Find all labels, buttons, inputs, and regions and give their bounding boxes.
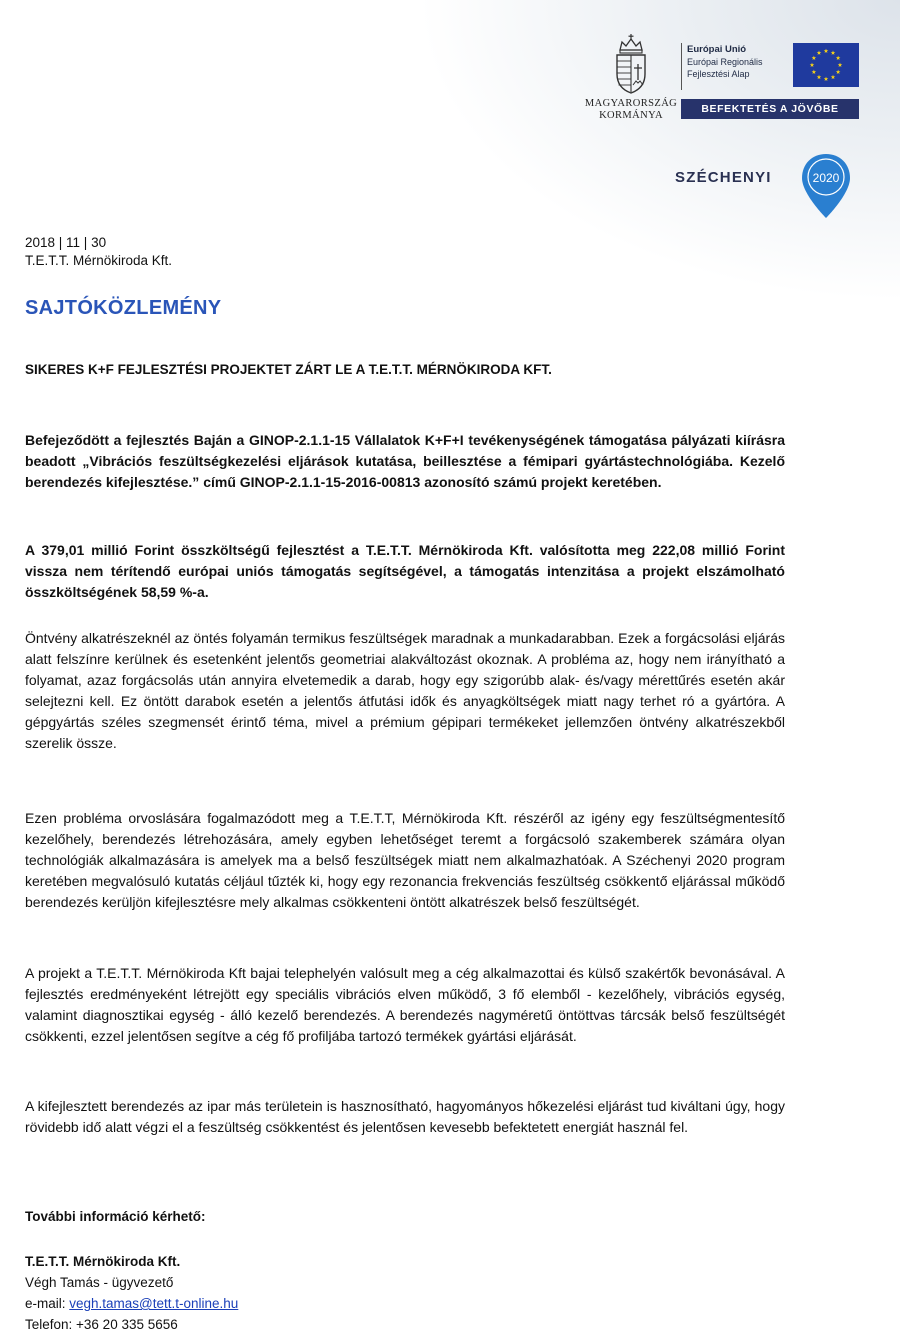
contact-phone: Telefon: +36 20 335 5656	[25, 1317, 178, 1332]
szechenyi-2020-logo	[675, 152, 865, 222]
eu-fund-label: Fejlesztési Alap	[687, 69, 750, 79]
szechenyi-year: 2020	[812, 171, 840, 185]
email-label: e-mail:	[25, 1296, 70, 1311]
eu-regional-label: Európai Regionális	[687, 57, 763, 67]
eu-fund-text	[681, 43, 786, 90]
location-pin-icon	[799, 152, 853, 220]
invest-future-banner: BEFEKTETÉS A JÖVŐBE	[681, 99, 859, 119]
coat-of-arms-icon	[611, 34, 651, 94]
more-info-heading: További információ kérhető:	[25, 1209, 206, 1224]
email-link[interactable]: vegh.tamas@tett.t-online.hu	[69, 1296, 239, 1311]
eu-flag-icon	[793, 43, 859, 87]
hungary-government-logo	[581, 34, 681, 122]
szechenyi-label: SZÉCHENYI	[675, 169, 772, 186]
paragraph-1: Befejeződött a fejlesztés Baján a GINOP-2.1.1-15 Vállalatok K+F+I tevékenységének támogatása pályázati kiírásra beadott „Vibrációs feszültségkezelési eljárások kutatása, beillesztése a fémipari gyártástechnológiába. Kezelő berendezés kifejlesztése.” című GINOP-2.1.1-15-2016-00813 azonosító számú projekt keretében.	[25, 432, 785, 490]
hungary-government-label	[581, 98, 681, 122]
eu-union-label: Európai Unió	[687, 44, 747, 55]
press-subheadline: SIKERES K+F FEJLESZTÉSI PROJEKTET ZÁRT LE A T.E.T.T. MÉRNÖKIRODA KFT.	[25, 362, 552, 377]
document-meta	[25, 234, 172, 270]
contact-block	[25, 1251, 238, 1335]
paragraph-2: A 379,01 millió Forint összköltségű fejlesztést a T.E.T.T. Mérnökiroda Kft. valósította meg 222,08 millió Forint vissza nem térítendő európai uniós támogatás segítségével, a támogatás intenzitása a projekt elszámolható összköltségének 58,59 %-a.	[25, 542, 785, 600]
eu-logo-block	[681, 43, 861, 123]
document-company: T.E.T.T. Mérnökiroda Kft.	[25, 253, 173, 268]
paragraph-6: A kifejlesztett berendezés az ipar más területein is hasznosítható, hagyományos hőkezelési eljárást tud kiváltani úgy, hogy rövidebb idő alatt végzi el a feszültség csökkentést és jelentősen kevesebb befektetett energiát használ fel.	[25, 1098, 785, 1135]
paragraph-5: A projekt a T.E.T.T. Mérnökiroda Kft bajai telephelyén valósult meg a cég alkalmazottai és külső szakértők bevonásával. A fejlesztés eredményeként létrejött egy speciális vibrációs elven működő, 3 fő elemből - kezelőhely, vibrációs egység, valamint diagnosztikai egység - álló kezelő berendezés. A berendezés nagyméretű öntöttvas tárcsák belső feszültségét csökkenti, ezzel jelentősen segítve a cég fő profiljába tartozó termékek gyártási eljárását.	[25, 965, 785, 1044]
paragraph-4: Ezen probléma orvoslására fogalmazódott meg a T.E.T.T, Mérnökiroda Kft. részéről az igény egy feszültségmentesítő kezelőhely, berendezés létrehozására, amely egyben lehetőséget teremt a forgácsoló szakemberek számára olyan technológiák alkalmazására is amelyek ma a belső feszültségek miatt nem alkalmazhatóak. A Széchenyi 2020 program keretében megvalósuló kutatás céljául tűzték ki, hogy egy rezonancia frekvenciás feszültség csökkentő eljárással működő berendezés kerüljön kifejlesztésre mely alkalmas csökkenteni öntött alkatrészek belső feszültségét.	[25, 810, 785, 910]
gov-line-1: MAGYARORSZÁG	[584, 98, 678, 109]
document-date: 2018 | 11 | 30	[25, 235, 107, 250]
press-release-title: SAJTÓKÖZLEMÉNY	[25, 297, 222, 319]
contact-person: Végh Tamás - ügyvezető	[25, 1275, 174, 1290]
contact-company: T.E.T.T. Mérnökiroda Kft.	[25, 1254, 181, 1269]
gov-line-2: KORMÁNYA	[599, 110, 663, 121]
contact-email-line	[25, 1293, 238, 1314]
paragraph-3: Öntvény alkatrészeknél az öntés folyamán termikus feszültségek maradnak a munkadarabban. Ezek a forgácsolási eljárás alatt felszínre kerülnek és esetenként jelentős geometriai alakváltozást okoznak. A probléma az, hogy nem irányítható a folyamat, azaz forgácsolás után annyira elvetemedik a darab, hogy egy szigorúbb alak- és/vagy mérettűrés esetén akár selejtezni kell. Ez öntött darabok esetén a jelentős átfutási idők és anyagköltségek miatt nagy terhet ró a gyártóra. A gépgyártás széles szegmensét érintő téma, mivel a prémium gépipari termékeket jellemzően öntvény alkatrészekből szerelik össze.	[25, 630, 785, 751]
